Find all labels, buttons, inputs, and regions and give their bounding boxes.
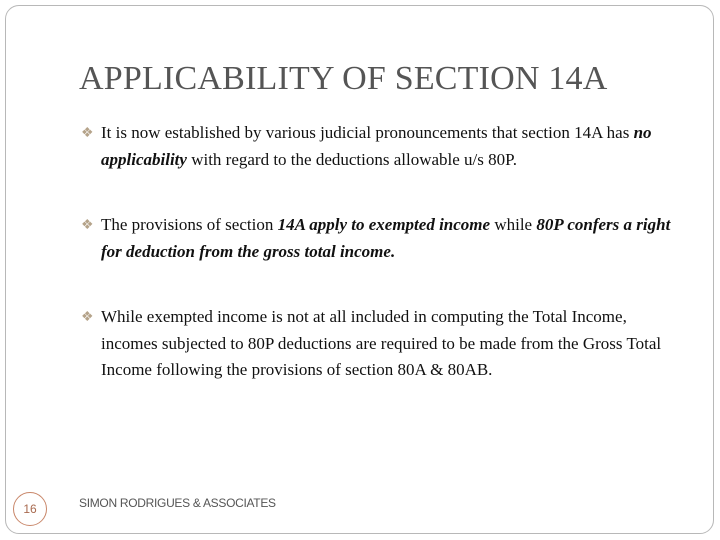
diamond-bullet-icon: ❖ [81,310,94,325]
slide-title: APPLICABILITY OF SECTION 14A [79,60,608,97]
footer-text: SIMON RODRIGUES & ASSOCIATES [79,496,276,510]
page-number-badge: 16 [13,492,47,526]
bullet-emphasis-run: 14A apply to exempted income [277,215,491,234]
bullet-emphasis-run: no applicability [101,123,652,169]
bullet-text-run: The provisions of section [101,215,278,234]
bullet-text-run: It is now established by various judicial pronouncements that section 14A has [101,123,634,142]
bullet-text-run: While exempted income is not at all included in computing the Total Income, incomes subjected to 80P deductions are required to be made from the Gross Total Income following the provisions of section 80A & 80AB. [101,307,662,379]
diamond-bullet-icon: ❖ [81,126,94,141]
diamond-bullet-icon: ❖ [81,218,94,233]
bullet-list [76,120,676,384]
bullet-emphasis-run: 80P confers a right for deduction from the gross total income. [101,215,671,261]
bullet-text-run: while [490,215,537,234]
bullet-item-3 [76,304,676,384]
bullet-text-run: with regard to the deductions allowable u/s 80P. [186,149,517,169]
bullet-item-2 [76,212,676,265]
bullet-item-1 [76,120,676,173]
